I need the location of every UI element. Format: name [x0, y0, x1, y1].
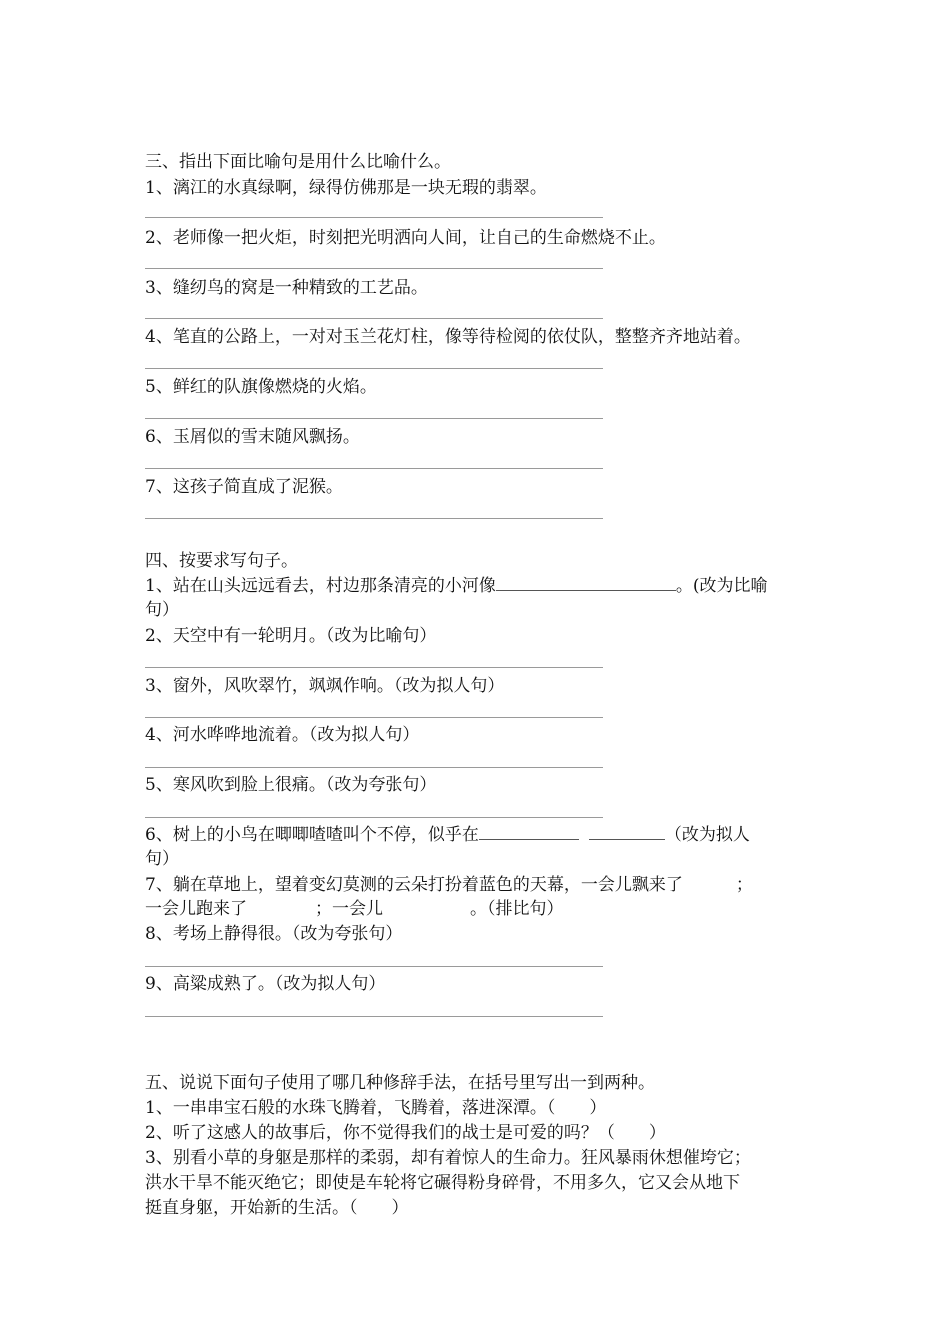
answer-line[interactable]: [145, 667, 603, 668]
s5-q3-line3: 挺直身躯，开始新的生活。（ ）: [145, 1198, 409, 1218]
s4-q7-part4: 。（排比句）: [470, 899, 564, 919]
s4-q9: 9、高粱成熟了。（改为拟人句）: [145, 974, 386, 994]
s4-q4: 4、河水哗哗地流着。（改为拟人句）: [145, 725, 420, 745]
s4-q3: 3、窗外，风吹翠竹，飒飒作响。（改为拟人句）: [145, 676, 505, 696]
s4-q7-part3: ；一会儿: [315, 899, 383, 919]
answer-line[interactable]: [145, 368, 603, 369]
s4-q6-wrap: 句）: [145, 849, 179, 869]
answer-line[interactable]: [145, 767, 603, 768]
s5-q3-line2: 洪水干旱不能灭绝它；即使是车轮将它碾得粉身碎骨，不用多久，它又会从地下: [145, 1173, 740, 1193]
answer-line[interactable]: [145, 418, 603, 419]
answer-line[interactable]: [145, 318, 603, 319]
s4-q5: 5、寒风吹到脸上很痛。（改为夸张句）: [145, 775, 437, 795]
s4-q1-wrap: 句）: [145, 600, 179, 620]
s4-q7-line2: [145, 897, 810, 921]
s3-item-6: 6、玉屑似的雪末随风飘扬。: [145, 427, 360, 447]
s5-q1: 1、一串串宝石般的水珠飞腾着，飞腾着，落进深潭。（ ）: [145, 1098, 607, 1118]
answer-line[interactable]: [145, 717, 603, 718]
s4-q1-suffix: 。(改为比喻: [675, 576, 768, 596]
s4-q6-suffix: （改为拟人: [664, 825, 750, 845]
s4-q6-text: 6、树上的小鸟在唧唧喳喳叫个不停，似乎在: [145, 825, 479, 845]
section5-heading: 五、说说下面句子使用了哪几种修辞手法，在括号里写出一到两种。: [145, 1073, 655, 1093]
section4-heading: 四、按要求写句子。: [145, 551, 298, 571]
fill-blank[interactable]: [589, 823, 665, 840]
s4-q7-part2: 一会儿跑来了: [145, 899, 247, 919]
s3-item-2: 2、老师像一把火炬，时刻把光明洒向人间，让自己的生命燃烧不止。: [145, 228, 666, 248]
answer-line[interactable]: [145, 217, 603, 218]
s3-item-5: 5、鲜红的队旗像燃烧的火焰。: [145, 377, 377, 397]
answer-line[interactable]: [145, 1016, 603, 1017]
s4-q1: [145, 574, 810, 598]
s4-q2: 2、天空中有一轮明月。（改为比喻句）: [145, 626, 437, 646]
s3-item-1: 1、漓江的水真绿啊，绿得仿佛那是一块无瑕的翡翠。: [145, 178, 547, 198]
s5-q3-line1: 3、别看小草的身躯是那样的柔弱，却有着惊人的生命力。狂风暴雨休想催垮它；: [145, 1148, 751, 1168]
section3-heading: 三、指出下面比喻句是用什么比喻什么。: [145, 152, 451, 172]
s4-q7-semicolon: ；: [735, 875, 753, 895]
answer-line[interactable]: [145, 468, 603, 469]
s4-q1-text: 1、站在山头远远看去，村边那条清亮的小河像: [145, 576, 496, 596]
answer-line[interactable]: [145, 966, 603, 967]
s5-q2: 2、听了这感人的故事后，你不觉得我们的战士是可爱的吗？（ ）: [145, 1123, 666, 1143]
s4-q8: 8、考场上静得很。（改为夸张句）: [145, 924, 403, 944]
fill-blank[interactable]: [496, 574, 676, 591]
answer-line[interactable]: [145, 817, 603, 818]
s3-item-7: 7、这孩子简直成了泥猴。: [145, 477, 343, 497]
s3-item-3: 3、缝纫鸟的窝是一种精致的工艺品。: [145, 278, 428, 298]
s4-q7-text: 7、躺在草地上，望着变幻莫测的云朵打扮着蓝色的天幕，一会儿飘来了: [145, 875, 683, 895]
s4-q6: [145, 823, 810, 847]
s4-q7-line1: [145, 873, 810, 897]
fill-blank[interactable]: [479, 823, 579, 840]
s3-item-4: 4、笔直的公路上，一对对玉兰花灯柱，像等待检阅的依仗队，整整齐齐地站着。: [145, 327, 751, 347]
answer-line[interactable]: [145, 518, 603, 519]
answer-line[interactable]: [145, 268, 603, 269]
